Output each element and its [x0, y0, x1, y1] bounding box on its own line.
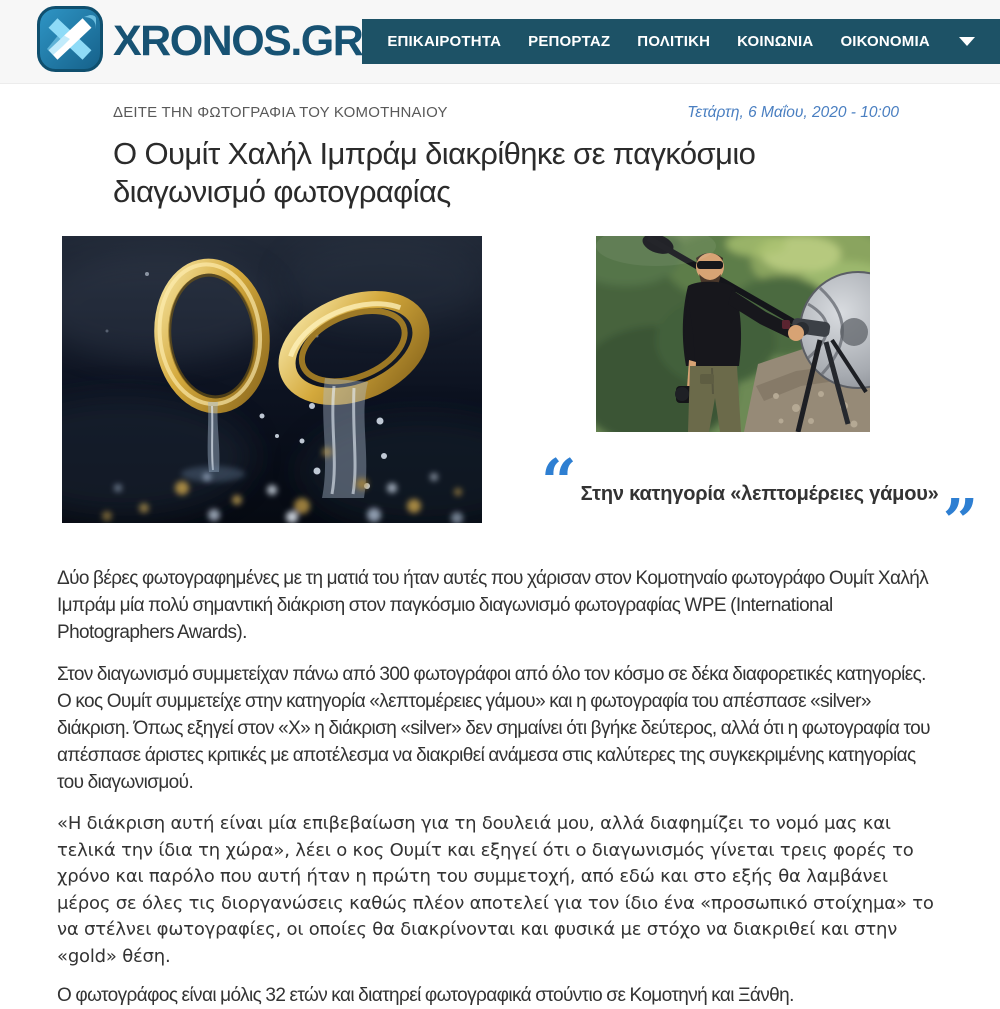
article-meta	[57, 104, 943, 122]
nav-item-epikairothta[interactable]: ΕΠΙΚΑΙΡΟΤΗΤΑ	[387, 33, 502, 50]
article-media-row	[57, 236, 979, 559]
nav-item-politikh[interactable]: ΠΟΛΙΤΙΚΗ	[637, 33, 711, 50]
paragraph-1: Δύο βέρες φωτογραφημένες με τη ματιά του ήταν αυτές που χάρισαν στον Κομοτηναίο φωτογράφο Ουμίτ Χαλήλ Ιμπράμ μία πολύ σημαντική διάκριση στον παγκόσμιο διαγωνισμό φωτογραφίας WPE (International Photographers Awards).	[57, 568, 929, 644]
pull-quote-text: Στην κατηγορία «λεπτομέρειες γάμου»	[580, 483, 939, 506]
wedding-rings-photo	[62, 236, 482, 523]
nav-item-reportaz[interactable]: ΡΕΠΟΡΤΑΖ	[528, 33, 611, 50]
site-title: XRONOS.GR	[113, 17, 363, 65]
main-nav	[362, 19, 1000, 64]
article-page	[57, 104, 979, 1009]
nav-item-oikonomia[interactable]: ΟΙΚΟΝΟΜΙΑ	[840, 33, 930, 50]
article-date: Τετάρτη, 6 Μαΐου, 2020 - 10:00	[687, 104, 899, 121]
article-kicker: ΔΕΙΤΕ ΤΗΝ ΦΩΤΟΓΡΑΦΙΑ ΤΟΥ ΚΟΜΟΤΗΝΑΙΟΥ	[113, 104, 448, 121]
site-header	[0, 0, 1000, 84]
quote-open-icon: “	[541, 445, 577, 519]
photographer-photo	[596, 236, 870, 432]
nav-item-koinonia[interactable]: ΚΟΙΝΩΝΙΑ	[737, 33, 814, 50]
article-title: Ο Ουμίτ Χαλήλ Ιμπράμ διακρίθηκε σε παγκόσμιο διαγωνισμό φωτογραφίας	[113, 136, 756, 210]
paragraph-4: Ο φωτογράφος είναι μόλις 32 ετών και διατηρεί φωτογραφικά στούντιο σε Κομοτηνή και Ξάνθη.	[57, 985, 794, 1007]
xronos-x-logo-icon	[36, 5, 104, 78]
chevron-down-icon[interactable]	[959, 37, 975, 46]
paragraph-2: Στον διαγωνισμό συμμετείχαν πάνω από 300 φωτογράφοι από όλο τον κόσμο σε δέκα διαφορετικές κατηγορίες. Ο κος Ουμίτ συμμετείχε στην κατηγορία «λεπτομέρειες γάμου» και η φωτογραφία του απέσπασε «silver» διάκριση. Όπως εξηγεί στον «Χ» η διάκριση «silver» δεν σημαίνει ότι βγήκε δεύτερος, αλλά ότι η φωτογραφία του απέσπασε άριστες κριτικές με αποτέλεσμα να διακριθεί ανάμεσα στις καλύτερες της συγκεκριμένης κατηγορίας του διαγωνισμού.	[57, 664, 930, 794]
paragraph-3-quote: «Η διάκριση αυτή είναι μία επιβεβαίωση για τη δουλειά μου, αλλά διαφημίζει το νομό μας και τελικά την ίδια τη χώρα», λέει ο κος Ουμίτ και εξηγεί ότι ο διαγωνισμός γίνεται τρεις φορές το χρόνο και παρόλο που αυτή ήταν η πρώτη του συμμετοχή, από εδώ και στο εξής θα λαμβάνει μέρος σε όλες τις διοργανώσεις καθώς πλέον αποτελεί για τον ίδιο ένα «προσωπικό στοίχημα» το να στέλνει φωτογραφίες, οι οποίες θα διακρίνονται και φυσικά με στόχο να διακριθεί και στην «gold» θέση.	[57, 813, 934, 967]
article-body	[57, 565, 943, 1009]
quote-close-icon: ”	[942, 485, 979, 559]
pull-quote	[541, 445, 979, 559]
site-logo[interactable]	[36, 5, 362, 78]
